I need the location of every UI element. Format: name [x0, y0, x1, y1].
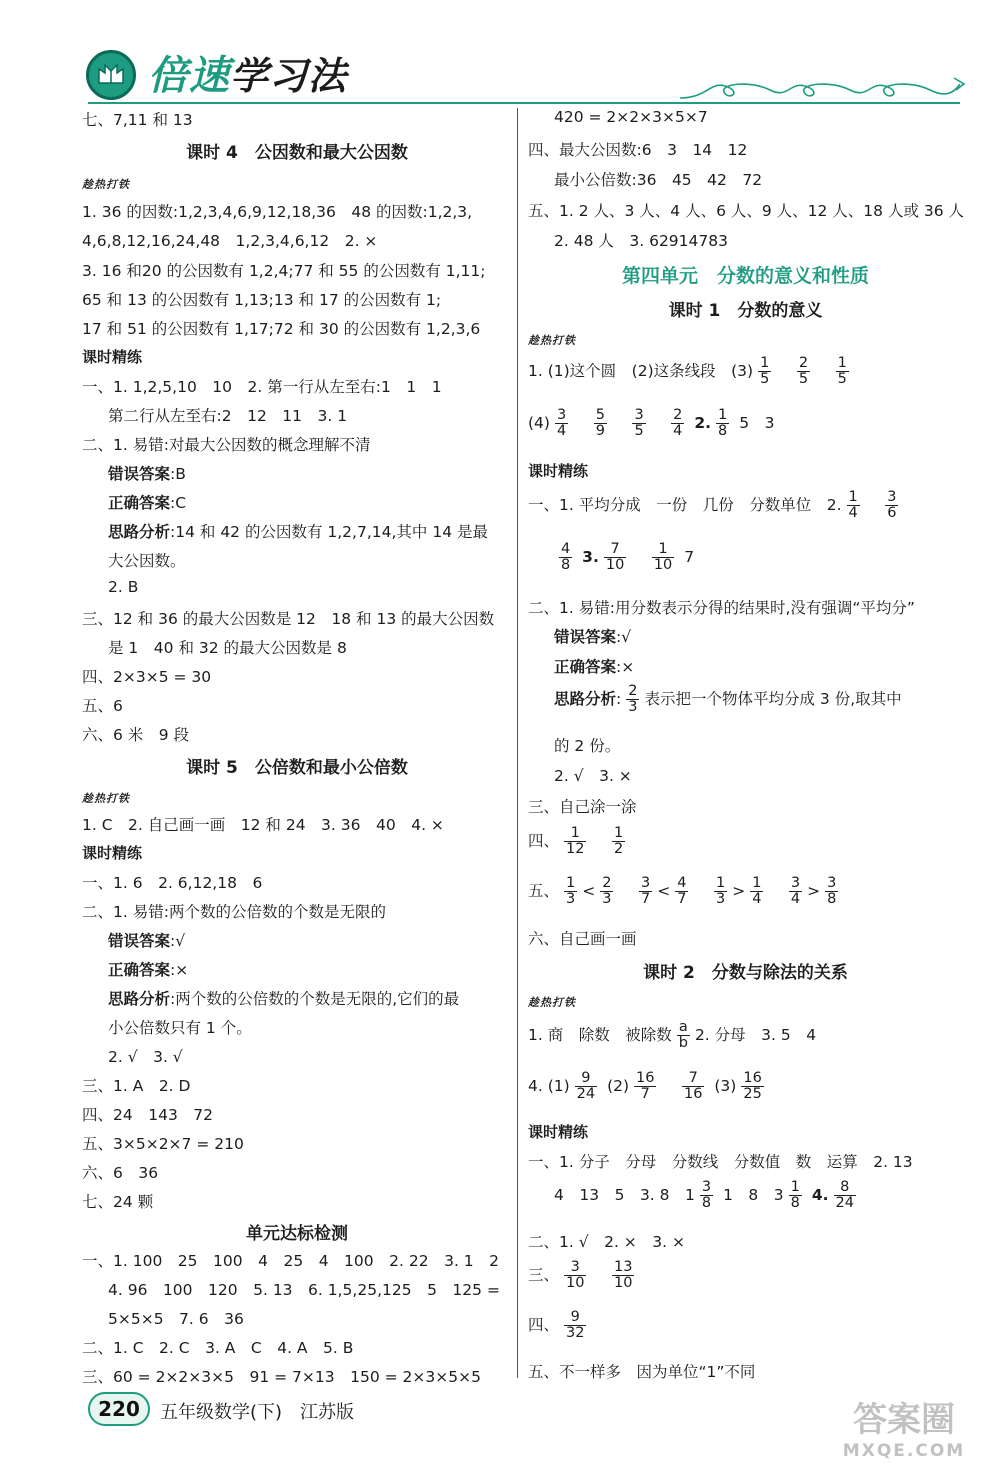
fraction [836, 356, 849, 387]
fraction-group [736, 1070, 768, 1103]
answer-line: 二、1. C 2. C 3. A C 4. A 5. B [82, 1339, 354, 1357]
answer-line: 2. √ 3. √ [108, 1048, 183, 1066]
answer-line: 一、1. 6 2. 6,12,18 6 [82, 874, 263, 892]
fraction [675, 876, 688, 907]
denominator: 5 [837, 371, 847, 388]
denominator: 4 [673, 423, 683, 440]
watermark-top: 答案圈 [853, 1400, 955, 1440]
numerator: 2 [628, 683, 638, 699]
numerator: 1 [718, 407, 728, 423]
numerator: 8 [834, 1180, 856, 1196]
denominator: 10 [653, 557, 673, 574]
fraction [634, 1071, 656, 1102]
numerator: 9 [575, 1071, 597, 1087]
denominator: 24 [835, 1195, 854, 1212]
fraction [797, 356, 810, 387]
answer-line: 65 和 13 的公因数有 1,13;13 和 17 的公因数有 1; [82, 291, 442, 309]
label-analysis: 思路分析 [108, 990, 171, 1008]
answer-line [528, 408, 774, 439]
answer-line: 五、6 [82, 697, 123, 715]
text: (3) [714, 1077, 737, 1096]
text: (2) [607, 1077, 630, 1096]
fraction [564, 876, 577, 907]
answer-line: 四、2×3×5 = 30 [82, 668, 212, 686]
denominator: 7 [677, 891, 687, 908]
fraction-group [550, 407, 689, 440]
fraction-group [695, 1179, 718, 1212]
fraction [789, 876, 802, 907]
answer-line [82, 520, 488, 542]
numerator: 1 [564, 826, 586, 842]
section-tag: 趁热打铁 [528, 996, 576, 1009]
text: 2. [694, 414, 712, 433]
denominator: 3 [566, 891, 576, 908]
fraction [639, 876, 652, 907]
section-tag: 趁热打铁 [82, 792, 130, 805]
section-heading: 课时精练 [528, 462, 589, 480]
answer-line: 5×5×5 7. 6 36 [108, 1310, 244, 1328]
answer-line [528, 684, 902, 715]
numerator: 13 [613, 1259, 633, 1275]
answer-line [528, 542, 694, 573]
answer-line: 四、最大公因数:6 3 14 12 [528, 141, 748, 159]
text: (4) [528, 414, 550, 433]
section-heading: 课时精练 [82, 348, 143, 366]
numerator: 1 [790, 1179, 800, 1195]
answer-line [528, 876, 843, 907]
fraction [604, 542, 626, 573]
fraction [575, 1071, 597, 1102]
answer-line [528, 625, 631, 647]
numerator: 9 [564, 1310, 586, 1326]
answer-line [528, 826, 630, 857]
text: 四、 [528, 1316, 560, 1335]
numerator: 3 [887, 489, 897, 505]
denominator: 3 [602, 891, 612, 908]
numerator: 2 [602, 875, 612, 891]
column-divider [517, 108, 518, 1378]
answer-line: 1. C 2. 自己画一画 12 和 24 3. 36 40 4. × [82, 816, 444, 834]
text: 三、 [528, 1266, 560, 1285]
fraction-group [559, 1309, 591, 1342]
fraction [594, 408, 607, 439]
fraction [555, 408, 568, 439]
denominator: 8 [827, 891, 837, 908]
page-number: 220 [88, 1392, 150, 1426]
numerator: 1 [715, 875, 726, 891]
text: 一、1. 平均分成 一份 几份 分数单位 2. [528, 496, 842, 515]
denominator: 16 [683, 1086, 703, 1103]
answer-line: 三、1. A 2. D [82, 1077, 191, 1095]
denominator: 4 [848, 505, 858, 522]
fraction [632, 408, 645, 439]
fraction [885, 490, 898, 521]
answer-line: 第二行从左至右:2 12 11 3. 1 [108, 407, 348, 425]
answer-line: 的 2 份。 [554, 737, 621, 755]
denominator: 7 [640, 891, 651, 908]
answer-line [528, 1020, 816, 1051]
numerator: 4 [561, 541, 571, 557]
denominator: 3 [628, 699, 638, 716]
comparison-group [559, 875, 843, 908]
section-heading: 课时精练 [528, 1123, 589, 1141]
answer-line: 4,6,8,12,16,24,48 1,2,3,4,6,12 2. × [82, 232, 378, 250]
answer-line [528, 655, 634, 677]
fraction [716, 408, 729, 439]
answer-line [528, 490, 903, 521]
unit-title: 第四单元 分数的意义和性质 [621, 265, 869, 287]
answer-line: 二、1. 易错:用分数表示分得的结果时,没有强调“平均分” [528, 599, 915, 617]
numerator: a [677, 1020, 690, 1036]
comparison-sign: > [807, 882, 821, 901]
answer-line: 4. 96 100 120 5. 13 6. 1,5,25,125 5 125 = [108, 1281, 500, 1299]
answer-line: 一、1. 1,2,5,10 10 2. 第一行从左至右:1 1 1 [82, 378, 442, 396]
answer-line: 三、60 = 2×2×3×5 91 = 7×13 150 = 2×3×5×5 [82, 1368, 481, 1386]
value: :× [616, 658, 635, 676]
fraction-group [753, 355, 854, 388]
text: 4. [811, 1186, 829, 1205]
numerator: 3 [827, 875, 837, 891]
denominator: 6 [887, 505, 897, 522]
answer-line [528, 356, 854, 387]
numerator: 1 [752, 875, 762, 891]
numerator: 1 [566, 875, 576, 891]
fraction [564, 1260, 586, 1291]
fraction [559, 542, 572, 573]
section-tag: 趁热打铁 [528, 334, 576, 347]
label-wrong: 错误答案 [108, 465, 171, 483]
answer-line: 五、1. 2 人、3 人、4 人、6 人、9 人、12 人、18 人或 36 人 [528, 202, 965, 220]
answer-line: 2. B [108, 578, 139, 596]
text: 2. 分母 3. 5 4 [694, 1026, 817, 1045]
fraction [564, 1310, 586, 1341]
answer-line [82, 462, 186, 484]
value: :14 和 42 的公因数有 1,2,7,14,其中 14 是最 [170, 523, 488, 541]
answer-line: 二、1. 易错:两个数的公倍数的个数是无限的 [82, 903, 386, 921]
decorative-swirl-icon [680, 70, 970, 104]
denominator: 8 [790, 1195, 800, 1212]
answer-line: 五、不一样多 因为单位“1”不同 [528, 1363, 756, 1381]
fraction [834, 1180, 856, 1211]
fraction [741, 1071, 763, 1102]
denominator: 5 [760, 371, 770, 388]
brand-green: 倍速 [148, 53, 230, 99]
answer-line: 五、3×5×2×7 = 210 [82, 1135, 244, 1153]
answer-line: 小公倍数只有 1 个。 [108, 1019, 252, 1037]
answer-line: 二、1. 易错:对最大公因数的概念理解不清 [82, 436, 371, 454]
denominator: 10 [613, 1275, 633, 1292]
value: : [616, 690, 622, 709]
denominator: b [678, 1035, 688, 1052]
label-correct: 正确答案 [108, 494, 171, 512]
numerator: 3 [640, 875, 651, 891]
fraction [626, 684, 639, 715]
answer-line [528, 1310, 591, 1341]
fraction [671, 408, 684, 439]
comparison-sign: > [732, 882, 746, 901]
fraction-group [554, 541, 577, 574]
comparison-sign: < [582, 882, 596, 901]
denominator: 32 [566, 1325, 585, 1342]
denominator: 3 [715, 891, 726, 908]
denominator: 24 [576, 1086, 596, 1103]
answer-line: 三、12 和 36 的最大公因数是 12 18 和 13 的最大公因数 [82, 610, 495, 628]
fraction [600, 876, 613, 907]
lesson-title: 课时 2 分数与除法的关系 [643, 963, 848, 983]
numerator: 1 [760, 355, 770, 371]
watermark-bottom: MXQE.COM [842, 1441, 966, 1461]
footer-book-title: 五年级数学(下) 江苏版 [160, 1402, 355, 1423]
fraction-group [599, 541, 679, 574]
value: :√ [170, 932, 186, 950]
text: 1 8 3 [723, 1186, 784, 1205]
comparison-sign: < [657, 882, 671, 901]
answer-line: 一、1. 分子 分母 分数线 分数值 数 运算 2. 13 [528, 1153, 913, 1171]
page-header [0, 0, 1000, 110]
fraction-group [559, 1259, 639, 1292]
fraction-group [629, 1070, 709, 1103]
value: :两个数的公倍数的个数是无限的,它们的最 [170, 990, 460, 1008]
fraction [612, 826, 625, 857]
label-correct: 正确答案 [108, 961, 171, 979]
lesson-title: 课时 1 分数的意义 [668, 301, 823, 321]
lesson-title: 课时 5 公倍数和最小公倍数 [186, 758, 408, 778]
answer-line [82, 987, 459, 1009]
numerator: 3 [790, 875, 801, 891]
numerator: 7 [604, 542, 626, 558]
denominator: 8 [701, 1195, 712, 1212]
denominator: 8 [718, 423, 728, 440]
watermark-logo [826, 1392, 982, 1472]
answer-line [528, 1180, 861, 1211]
label-wrong: 错误答案 [108, 932, 171, 950]
page-footer [88, 1392, 488, 1432]
fraction [789, 1180, 802, 1211]
answer-line: 最小公倍数:36 45 42 72 [554, 171, 763, 189]
denominator: 7 [640, 1086, 650, 1103]
numerator: 2 [798, 355, 809, 371]
unit-test-title: 单元达标检测 [246, 1224, 348, 1244]
answer-line [82, 958, 188, 980]
fraction-group [672, 1019, 695, 1052]
text: 1. 商 除数 被除数 [528, 1026, 672, 1045]
fraction-group [711, 407, 734, 440]
label-analysis: 思路分析 [554, 690, 617, 709]
denominator: 25 [743, 1086, 762, 1103]
denominator: 4 [556, 423, 567, 440]
numerator: 1 [837, 355, 847, 371]
numerator: 3 [701, 1179, 712, 1195]
denominator: 4 [790, 891, 801, 908]
answer-line: 六、6 36 [82, 1164, 159, 1182]
answer-line [528, 1260, 639, 1291]
answer-line [528, 1071, 769, 1102]
fraction-group [829, 1179, 861, 1212]
answer-line: 二、1. √ 2. × 3. × [528, 1233, 685, 1251]
value: :√ [616, 628, 632, 646]
numerator: 16 [636, 1070, 655, 1086]
answer-line: 一、1. 100 25 100 4 25 4 100 2. 22 3. 1 2 [82, 1252, 500, 1270]
answer-line: 六、自己画一画 [528, 930, 637, 948]
denominator: 5 [798, 371, 809, 388]
denominator: 10 [605, 557, 625, 574]
lesson-title: 课时 4 公因数和最大公因数 [186, 143, 408, 163]
text: 4 13 5 3. 8 1 [554, 1186, 695, 1205]
fraction [677, 1020, 690, 1051]
answer-line: 七、7,11 和 13 [82, 111, 193, 129]
label-analysis: 思路分析 [108, 523, 171, 541]
fraction [682, 1071, 704, 1102]
numerator: 4 [677, 875, 687, 891]
answer-line: 17 和 51 的公因数有 1,17;72 和 30 的公因数有 1,2,3,6 [82, 320, 481, 338]
text: 4. (1) [528, 1077, 570, 1096]
text: 3. [582, 548, 599, 567]
book-logo-icon [86, 50, 136, 100]
answer-line: 四、24 143 72 [82, 1106, 214, 1124]
answer-line: 六、6 米 9 段 [82, 726, 190, 744]
fraction [750, 876, 763, 907]
fraction [714, 876, 727, 907]
value: 表示把一个物体平均分成 3 份,取其中 [644, 690, 902, 709]
value: :× [170, 961, 189, 979]
fraction [612, 1260, 634, 1291]
answer-line: 2. √ 3. × [554, 767, 632, 785]
answer-line: 七、24 颗 [82, 1193, 154, 1211]
numerator: 2 [673, 407, 683, 423]
fraction [847, 490, 860, 521]
brand-dark: 学习法 [230, 54, 348, 98]
fraction-group [842, 489, 904, 522]
denominator: 4 [752, 891, 762, 908]
brand-title [148, 44, 347, 101]
numerator: 3 [556, 407, 567, 423]
fraction [652, 542, 674, 573]
text: 5 3 [739, 414, 775, 433]
numerator: 3 [634, 407, 644, 423]
answer-line: 大公因数。 [108, 552, 186, 570]
text: 7 [684, 548, 695, 567]
value: :B [170, 465, 186, 483]
denominator: 5 [634, 423, 644, 440]
numerator: 3 [564, 1260, 586, 1276]
fraction-group [621, 683, 644, 716]
fraction [564, 826, 586, 857]
denominator: 9 [595, 423, 605, 440]
answer-line: 1. 36 的因数:1,2,3,4,6,9,12,18,36 48 的因数:1,2,3, [82, 203, 473, 221]
numerator: 5 [595, 407, 605, 423]
text: 四、 [528, 832, 560, 851]
answer-line: 3. 16 和20 的公因数有 1,2,4;77 和 55 的公因数有 1,11; [82, 262, 486, 280]
denominator: 12 [566, 841, 585, 858]
text: 五、 [528, 882, 560, 901]
numerator: 1 [613, 825, 624, 841]
answer-line [82, 491, 186, 513]
label-correct: 正确答案 [554, 658, 617, 676]
text: 1. (1)这个圆 (2)这条线段 (3) [528, 362, 754, 381]
label-wrong: 错误答案 [554, 628, 617, 646]
fraction [758, 356, 771, 387]
denominator: 8 [561, 557, 571, 574]
section-heading: 课时精练 [82, 844, 143, 862]
fraction [825, 876, 838, 907]
numerator: 16 [743, 1070, 762, 1086]
section-tag: 趁热打铁 [82, 178, 130, 191]
fraction-group [570, 1070, 602, 1103]
numerator: 1 [848, 489, 858, 505]
answer-line: 2. 48 人 3. 62914783 [554, 232, 728, 250]
fraction [700, 1180, 713, 1211]
fraction-group [784, 1179, 807, 1212]
answer-line: 是 1 40 和 32 的最大公因数是 8 [108, 639, 347, 657]
header-rule [88, 102, 960, 104]
value: :C [170, 494, 187, 512]
answer-line: 三、自己涂一涂 [528, 798, 637, 816]
fraction-group [559, 825, 630, 858]
numerator: 7 [682, 1071, 704, 1087]
denominator: 10 [566, 1275, 585, 1292]
numerator: 1 [652, 542, 674, 558]
answer-line: 420 = 2×2×3×5×7 [554, 108, 708, 126]
answer-line [82, 929, 185, 951]
denominator: 2 [613, 841, 624, 858]
